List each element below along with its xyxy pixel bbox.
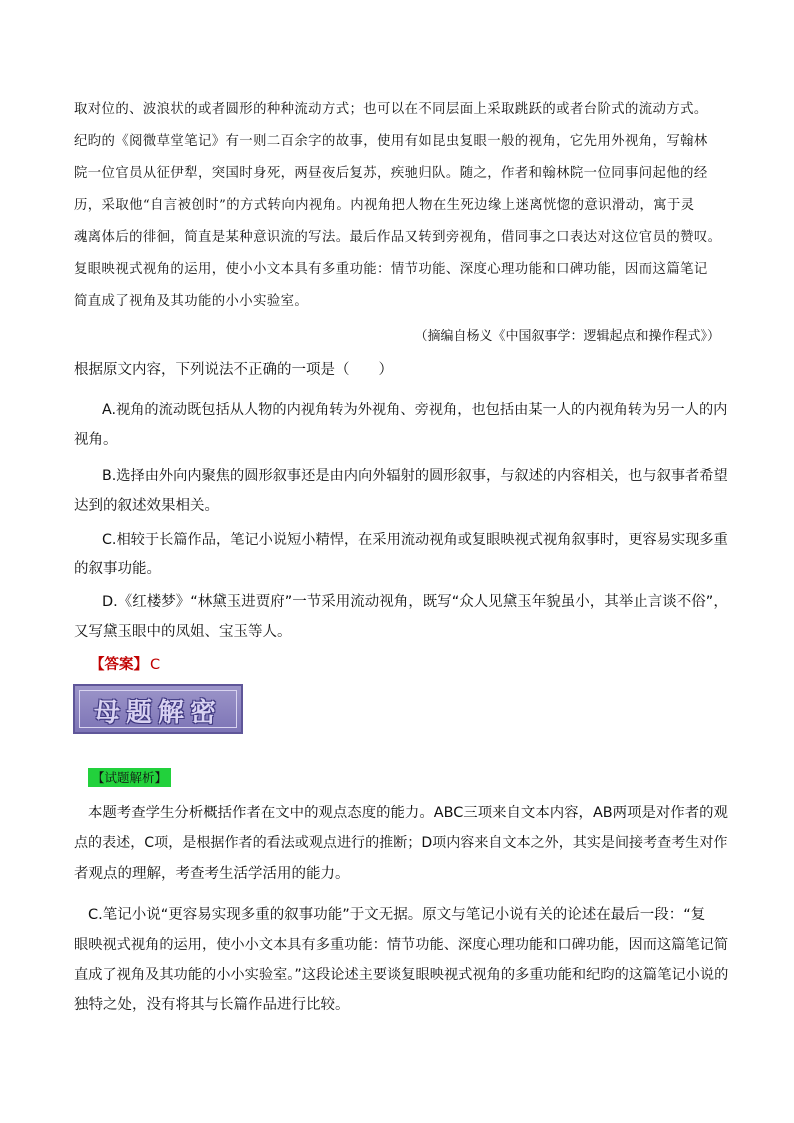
analysis-tag: 【试题解析】	[88, 768, 171, 787]
option-b-line: B.选择由外向内聚焦的圆形叙事还是由内向外辐射的圆形叙事，与叙述的内容相关，也与叙事者希望	[102, 468, 728, 484]
analysis-line: 独特之处，没有将其与长篇作品进行比较。	[74, 997, 350, 1013]
answer-label: 【答案】	[90, 657, 148, 673]
analysis-line: 者观点的理解，考查考生活学活用的能力。	[74, 866, 350, 882]
passage-line: 历，采取他“自言被创时”的方式转向内视角。内视角把人物在生死边缘上迷离恍惚的意识滑动，寓于灵	[74, 198, 695, 213]
answer-line	[90, 655, 160, 675]
analysis-line: 眼映视式视角的运用，使小小文本具有多重功能：情节功能、深度心理功能和口碑功能，因而这篇笔记简	[74, 937, 729, 953]
question-stem: 根据原文内容，下列说法不正确的一项是（ ）	[74, 362, 393, 378]
passage-line: 复眼映视式视角的运用，使小小文本具有多重功能：情节功能、深度心理功能和口碑功能，因而这篇笔记	[74, 262, 708, 277]
analysis-line: 本题考查学生分析概括作者在文中的观点态度的能力。ABC三项来自文本内容，AB两项是对作者的观	[88, 805, 728, 821]
option-c-line: 的叙事功能。	[74, 561, 161, 577]
option-b-line: 达到的叙述效果相关。	[74, 498, 219, 514]
option-d-line: 又写黛玉眼中的凤姐、宝玉等人。	[74, 624, 292, 640]
passage-source: （摘编自杨义《中国叙事学：逻辑起点和操作程式》）	[414, 329, 720, 344]
passage-line: 院一位官员从征伊犁，突国时身死，两昼夜后复苏，疾驰归队。随之，作者和翰林院一位同事问起他的经	[74, 166, 708, 181]
analysis-line: 直成了视角及其功能的小小实验室。”这段论述主要谈复眼映视式视角的多重功能和纪昀的这篇笔记小说的	[74, 967, 729, 983]
option-a-line: 视角。	[74, 432, 118, 448]
analysis-line: C.笔记小说“更容易实现多重的叙事功能”于文无据。原文与笔记小说有关的论述在最后一段：“复	[88, 907, 706, 923]
passage-line: 取对位的、波浪状的或者圆形的种种流动方式；也可以在不同层面上采取跳跃的或者台阶式的流动方式。	[74, 102, 708, 117]
banner-title: 母题解密	[93, 698, 222, 728]
option-d-line: D.《红楼梦》“林黛玉进贾府”一节采用流动视角，既写“众人见黛玉年貌虽小，其举止言谈不俗”，	[102, 594, 728, 610]
option-c-line: C.相较于长篇作品，笔记小说短小精悍，在采用流动视角或复眼映视式视角叙事时，更容易实现多重	[102, 532, 728, 548]
passage-line: 魂离体后的徘徊，简直是某种意识流的写法。最后作品又转到旁视角，借同事之口表达对这位官员的赞叹。	[74, 230, 722, 245]
answer-value: C	[150, 657, 161, 673]
analysis-line: 点的表述，C项，是根据作者的看法或观点进行的推断；D项内容来自文本之外，其实是间接考查考生对作	[74, 835, 728, 851]
option-a-line: A.视角的流动既包括从人物的内视角转为外视角、旁视角，也包括由某一人的内视角转为另一人的内	[102, 402, 728, 418]
passage-line: 简直成了视角及其功能的小小实验室。	[74, 294, 309, 309]
passage-line: 纪昀的《阅微草堂笔记》有一则二百余字的故事，使用有如昆虫复眼一般的视角，它先用外视角，写翰林	[74, 134, 708, 149]
section-banner	[73, 684, 243, 734]
